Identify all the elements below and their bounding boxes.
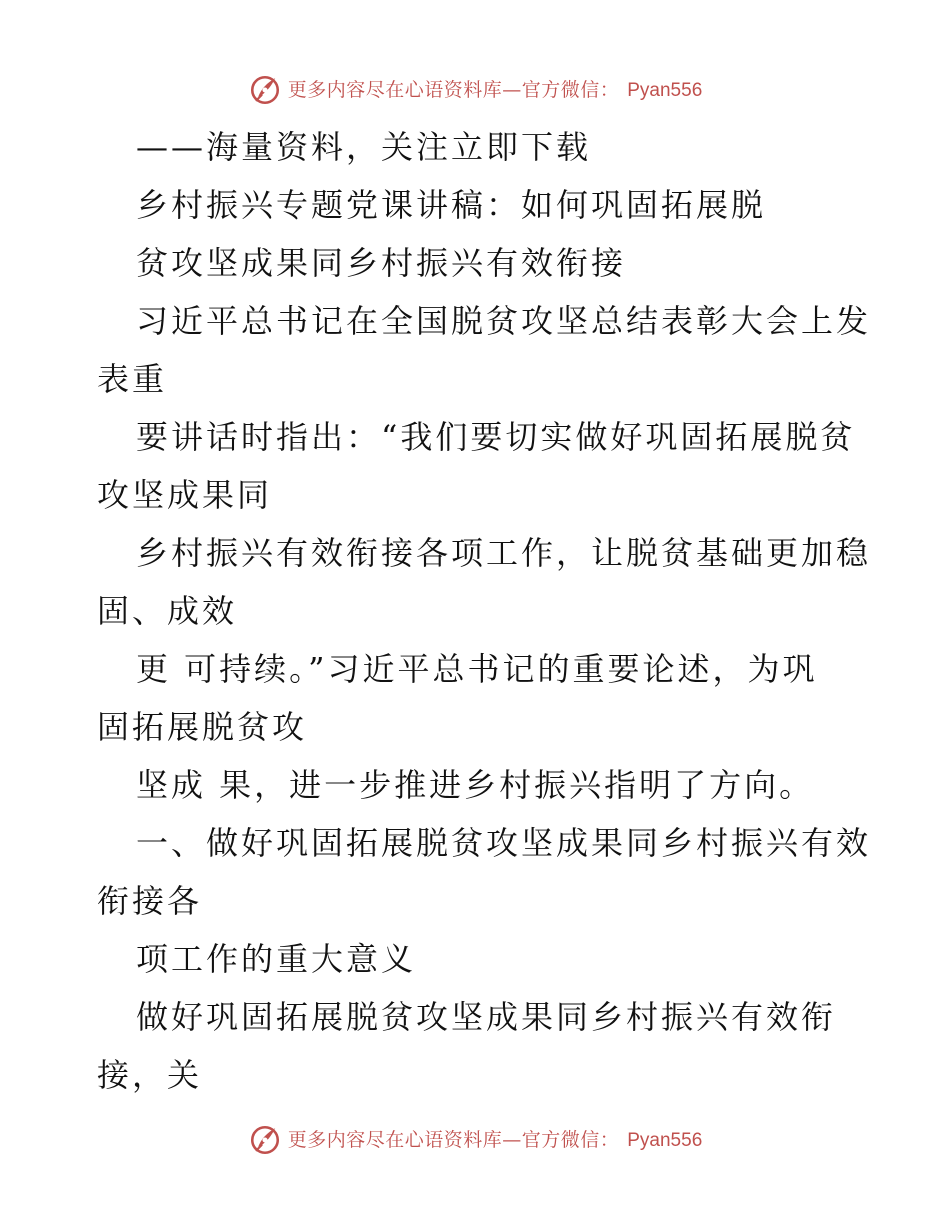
- footer-banner: [0, 1120, 950, 1160]
- header-banner: [0, 70, 950, 110]
- text-line: 习近平总书记在全国脱贫攻坚总结表彰大会上发: [136, 302, 872, 340]
- document-body: [97, 118, 872, 1104]
- text-line: 做好巩固拓展脱贫攻坚成果同乡村振兴有效衔: [136, 998, 837, 1036]
- text-line: 攻坚成果同: [97, 476, 273, 514]
- header-banner-text: 更多内容尽在心语资料库—官方微信：: [287, 78, 620, 101]
- text-line: 固拓展脱贫攻: [97, 708, 308, 746]
- text-line: 乡村振兴有效衔接各项工作，让脱贫基础更加稳: [136, 534, 872, 572]
- text-line: 表重: [97, 360, 168, 398]
- text-line: 衔接各: [97, 882, 203, 920]
- text-line: ——海量资料，关注立即下载: [136, 128, 592, 166]
- header-banner-handle: Pyan556: [627, 79, 703, 101]
- quill-logo-icon: [248, 73, 282, 107]
- text-line: 更 可持续。”习近平总书记的重要论述，为巩: [136, 650, 818, 688]
- text-line: 乡村振兴专题党课讲稿：如何巩固拓展脱: [136, 186, 767, 224]
- text-line: 要讲话时指出：“我们要切实做好巩固拓展脱贫: [136, 418, 856, 456]
- text-line: 固、成效: [97, 592, 238, 630]
- footer-banner-handle: Pyan556: [627, 1129, 703, 1151]
- text-line: 项工作的重大意义: [136, 940, 417, 978]
- text-line: 一、做好巩固拓展脱贫攻坚成果同乡村振兴有效: [136, 824, 872, 862]
- text-line: 贫攻坚成果同乡村振兴有效衔接: [136, 244, 627, 282]
- text-line: 坚成 果，进一步推进乡村振兴指明了方向。: [136, 766, 815, 804]
- footer-banner-text: 更多内容尽在心语资料库—官方微信：: [287, 1128, 620, 1151]
- text-line: 接，关: [97, 1056, 203, 1094]
- quill-logo-icon: [248, 1123, 282, 1157]
